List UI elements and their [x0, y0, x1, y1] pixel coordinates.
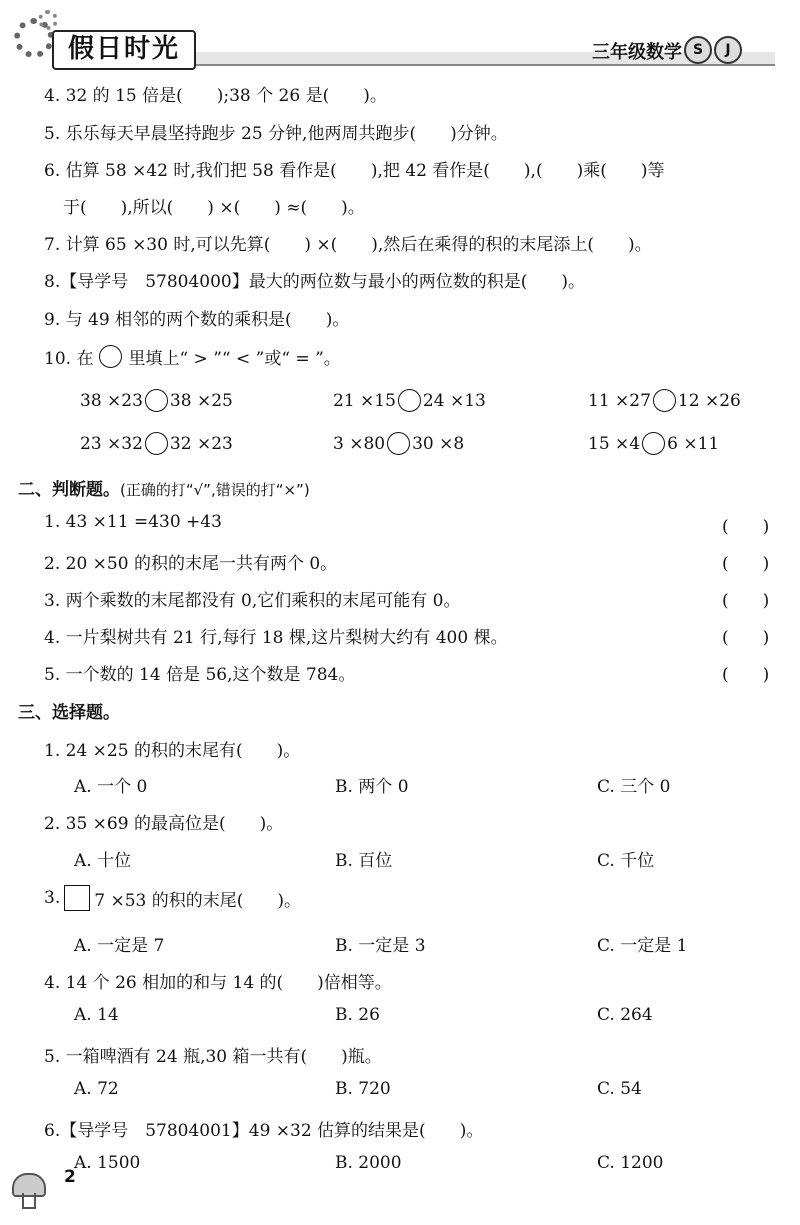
answer-paren[interactable]: ( ) [722, 628, 770, 648]
fill-q10 [44, 344, 341, 369]
choice-section-title: 三、选择题。 [18, 703, 120, 723]
sj-badge [684, 36, 742, 64]
judge-title: 二、判断题。 [18, 480, 120, 500]
page-header [0, 0, 800, 78]
fill-q6-line1: 6. 估算 58 ×42 时,我们把 58 看作是( ),把 42 看作是( ),( )乘( )等 [44, 161, 665, 181]
compare-circle[interactable] [145, 389, 168, 412]
q10-prefix: 10. 在 [44, 349, 94, 369]
q3-prefix: 3. [44, 888, 61, 908]
badge-s: S [684, 36, 712, 64]
option-b[interactable]: B. 26 [335, 1005, 380, 1025]
judge-item-1: 1. 43 ×11 =430 +43 [44, 512, 222, 532]
answer-paren[interactable]: ( ) [722, 554, 770, 574]
compare-circle[interactable] [398, 389, 421, 412]
option-a[interactable]: A. 十位 [74, 851, 132, 871]
q10-suffix: 里填上“ > ”“ < ”或“ = ”。 [128, 349, 341, 369]
choice-q1: 1. 24 ×25 的积的末尾有( )。 [44, 741, 301, 761]
compare-left: 15 ×4 [588, 433, 641, 454]
compare-circle[interactable] [145, 432, 168, 455]
compare-right: 24 ×13 [422, 390, 486, 411]
small-gear-icon [38, 10, 58, 30]
compare-item [588, 432, 719, 455]
option-b[interactable]: B. 720 [335, 1079, 391, 1099]
compare-left: 21 ×15 [333, 390, 396, 411]
option-a[interactable]: A. 1500 [74, 1153, 141, 1173]
choice-q6: 6.【导学号 57804001】49 ×32 估算的结果是( )。 [44, 1121, 484, 1141]
option-c[interactable]: C. 三个 0 [597, 777, 671, 797]
page-footer [0, 1165, 800, 1225]
q3-suffix: 7 ×53 的积的末尾( )。 [94, 890, 301, 911]
option-c[interactable]: C. 1200 [597, 1153, 664, 1173]
judge-note: (正确的打“√”,错误的打“×”) [120, 481, 310, 499]
compare-right: 12 ×26 [677, 390, 741, 411]
choice-q2: 2. 35 ×69 的最高位是( )。 [44, 814, 284, 834]
compare-circle[interactable] [387, 432, 410, 455]
option-b[interactable]: B. 2000 [335, 1153, 402, 1173]
judge-item-5: 5. 一个数的 14 倍是 56,这个数是 784。 [44, 665, 356, 685]
option-a[interactable]: A. 一个 0 [74, 777, 148, 797]
judge-item-2: 2. 20 ×50 的积的末尾一共有两个 0。 [44, 554, 338, 574]
judge-item-3: 3. 两个乘数的末尾都没有 0,它们乘积的末尾可能有 0。 [44, 591, 461, 611]
compare-item [80, 389, 233, 412]
choice-q3 [44, 885, 301, 911]
compare-item [333, 389, 486, 412]
judge-section-title [18, 475, 310, 500]
compare-right: 38 ×25 [169, 390, 233, 411]
compare-item [333, 432, 464, 455]
option-c[interactable]: C. 千位 [597, 851, 655, 871]
answer-paren[interactable]: ( ) [722, 591, 770, 611]
option-a[interactable]: A. 14 [74, 1005, 119, 1025]
option-a[interactable]: A. 一定是 7 [74, 936, 165, 956]
mushroom-stem-icon [22, 1193, 36, 1209]
compare-left: 3 ×80 [333, 433, 386, 454]
page-number: 2 [64, 1167, 76, 1187]
brand-title: 假日时光 [52, 30, 196, 70]
option-a[interactable]: A. 72 [74, 1079, 119, 1099]
blank-box[interactable] [64, 885, 90, 911]
option-c[interactable]: C. 264 [597, 1005, 653, 1025]
compare-item [588, 389, 741, 412]
compare-left: 23 ×32 [80, 433, 143, 454]
fill-q7: 7. 计算 65 ×30 时,可以先算( ) ×( ),然后在乘得的积的末尾添上( )。 [44, 235, 652, 255]
choice-q4: 4. 14 个 26 相加的和与 14 的( )倍相等。 [44, 973, 392, 993]
badge-j: J [714, 36, 742, 64]
compare-right: 32 ×23 [169, 433, 233, 454]
compare-left: 11 ×27 [588, 390, 651, 411]
option-c[interactable]: C. 一定是 1 [597, 936, 688, 956]
subject-label: 三年级数学 [592, 42, 682, 63]
answer-paren[interactable]: ( ) [722, 517, 770, 537]
answer-paren[interactable]: ( ) [722, 665, 770, 685]
judge-item-4: 4. 一片梨树共有 21 行,每行 18 棵,这片梨树大约有 400 棵。 [44, 628, 508, 648]
choice-q5: 5. 一箱啤酒有 24 瓶,30 箱一共有( )瓶。 [44, 1047, 382, 1067]
compare-left: 38 ×23 [80, 390, 143, 411]
compare-right: 6 ×11 [667, 433, 720, 454]
compare-circle[interactable] [642, 432, 665, 455]
option-c[interactable]: C. 54 [597, 1079, 642, 1099]
option-b[interactable]: B. 百位 [335, 851, 393, 871]
fill-q9: 9. 与 49 相邻的两个数的乘积是( )。 [44, 310, 350, 330]
fill-q6-line2: 于( ),所以( ) ×( ) ≈( )。 [63, 198, 365, 218]
compare-circle[interactable] [653, 389, 676, 412]
compare-right: 30 ×8 [412, 433, 465, 454]
fill-q4: 4. 32 的 15 倍是( );38 个 26 是( )。 [44, 86, 387, 106]
option-b[interactable]: B. 两个 0 [335, 777, 409, 797]
fill-q8: 8.【导学号 57804000】最大的两位数与最小的两位数的积是( )。 [44, 272, 586, 292]
compare-item [80, 432, 233, 455]
fill-q5: 5. 乐乐每天早晨坚持跑步 25 分钟,他两周共跑步( )分钟。 [44, 124, 508, 144]
option-b[interactable]: B. 一定是 3 [335, 936, 426, 956]
circle-blank [99, 345, 122, 368]
